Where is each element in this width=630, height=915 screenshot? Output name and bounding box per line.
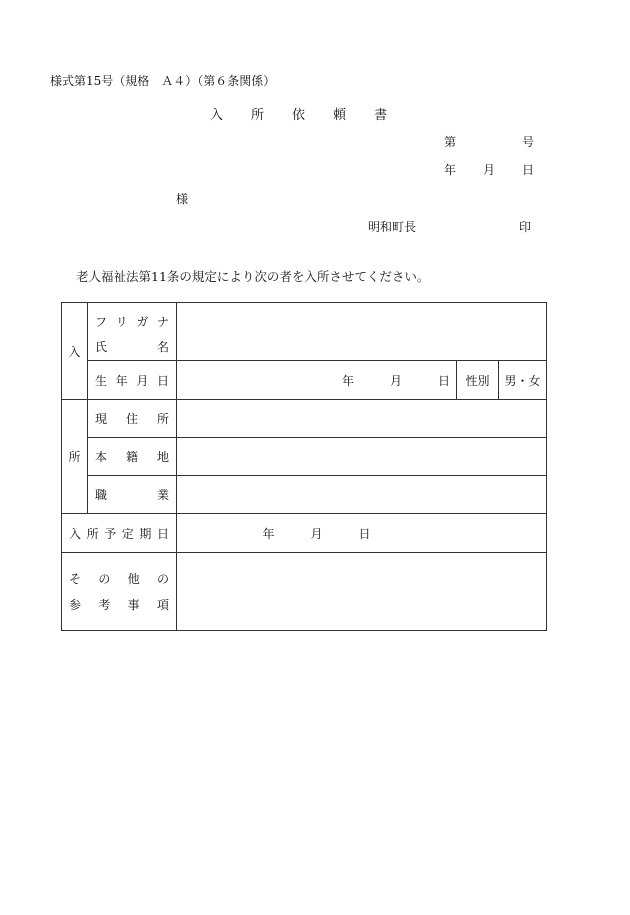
address-row [62,400,547,438]
sex-field[interactable] [499,361,547,400]
label-char: 職 [95,488,108,502]
label-char: ナ [156,314,169,329]
label-char: 地 [156,450,169,464]
other-notes-label-line2 [62,596,176,613]
label-char: 現 [95,412,108,426]
label-char: 業 [156,488,169,502]
label-char: 月 [136,373,149,388]
label-char: 住 [125,412,138,426]
address-label-cell [88,400,177,438]
domicile-label-cell [88,438,177,476]
group-label-bottom: 所 [68,450,81,464]
request-text: 老人福祉法第11条の規定により次の者を入所させてください。 [76,269,430,284]
label-char: リ [115,314,128,329]
occupation-row [62,476,547,514]
date-day-label: 日 [522,163,535,177]
name-field[interactable] [177,303,547,361]
admission-date-row [62,514,547,553]
label-char: 期 [139,526,152,541]
domicile-label [88,448,176,465]
label-char: 事 [127,598,140,612]
admission-date-field[interactable] [177,514,547,553]
admission-form-table [61,302,547,631]
sex-label: 性別 [465,373,490,388]
other-notes-label-cell [62,553,177,631]
label-char: 名 [156,339,169,354]
admission-date-label-cell [62,514,177,553]
label-char: 考 [98,598,111,612]
title-char: 頼 [333,108,347,123]
name-row [62,303,547,361]
issuer-name: 明和町長 [368,220,417,234]
title-char: 所 [251,108,265,123]
date-month-label: 月 [483,163,496,177]
address-label [88,410,176,427]
addressee-suffix: 様 [176,192,189,206]
group-label-top: 入 [68,344,81,359]
number-suffix: 号 [522,135,535,149]
label-char: 他 [127,572,140,586]
other-notes-field[interactable] [177,553,547,631]
birthdate-units: 年 月 日 [341,373,450,388]
title-char: 依 [292,108,306,123]
label-char: 予 [104,526,117,541]
label-char: 入 [69,526,82,541]
title-char: 入 [210,108,224,123]
label-char: 日 [156,373,169,388]
label-char: 本 [95,450,108,464]
admission-date-label [62,525,176,542]
birthdate-row [62,361,547,400]
label-char: 年 [115,373,128,388]
address-field[interactable] [177,400,547,438]
sex-label-cell [457,361,499,400]
number-label: 第 [444,135,457,149]
birthdate-label [88,372,176,389]
label-char: の [156,572,169,586]
label-char: 籍 [125,450,138,464]
domicile-field[interactable] [177,438,547,476]
label-char: 氏 [95,339,108,354]
label-char: 定 [121,526,134,541]
form-number: 様式第15号（規格 Ａ４）（第６条関係） [50,74,276,88]
group-label-top-cell [62,303,88,400]
label-char: フ [95,314,108,329]
label-char: 項 [156,598,169,612]
label-char: そ [69,572,82,586]
label-char: 参 [69,598,82,612]
label-char: 所 [86,526,99,541]
name-label-cell [88,303,177,361]
seal-mark: 印 [519,220,532,234]
document-title [210,104,415,123]
other-notes-label-line1 [62,570,176,587]
date-year-label: 年 [444,163,457,177]
occupation-field[interactable] [177,476,547,514]
occupation-label-cell [88,476,177,514]
other-notes-row [62,553,547,631]
label-char: の [98,572,111,586]
title-char: 書 [374,108,388,123]
label-char: 日 [156,526,169,541]
admission-date-units: 年 月 日 [262,526,371,541]
domicile-row [62,438,547,476]
group-label-bottom-cell [62,400,88,514]
furigana-label [88,313,176,330]
label-char: 所 [156,412,169,426]
label-char: ガ [136,314,149,329]
name-label [88,338,176,355]
label-char: 生 [95,373,108,388]
birthdate-label-cell [88,361,177,400]
birthdate-field[interactable] [177,361,457,400]
occupation-label [88,486,176,503]
sex-options: 男・女 [504,373,541,388]
